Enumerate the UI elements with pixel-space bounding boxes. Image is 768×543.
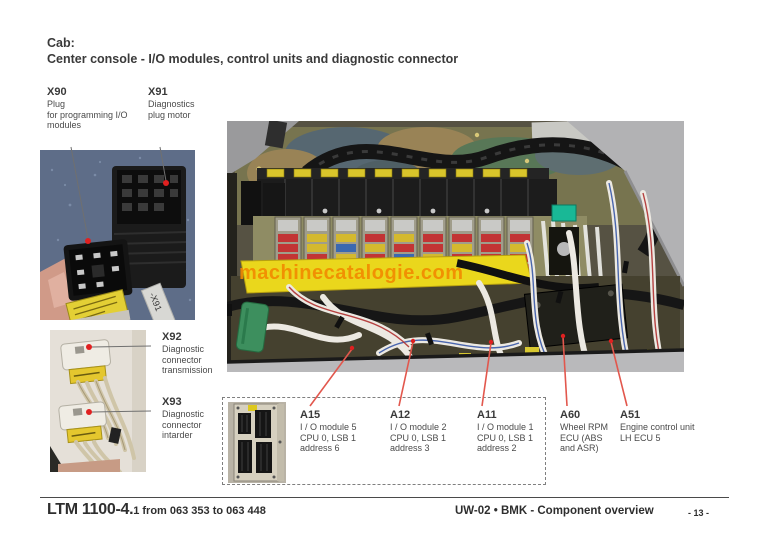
label-x91-id: X91 [148,86,168,98]
callout-a15-id: A15 [300,409,321,421]
callout-a12-line: I / O module 2 [390,422,447,432]
teal-button [552,205,576,221]
label-x90-line: modules [47,120,82,130]
footer-model: LTM 1100-4. [47,501,134,518]
footer-model-block [47,501,266,519]
callout-a60-id: A60 [560,409,581,421]
io-module-photo [228,402,286,483]
center-console-photo [227,121,684,372]
page-title: Cab: [47,36,75,50]
callout-a60 [560,409,608,454]
label-x93-line: Diagnostic [162,409,205,419]
callout-a11-line: I / O module 1 [477,422,534,432]
callout-a11 [477,409,534,454]
label-x92-line: transmission [162,365,213,375]
label-x92-line: connector [162,354,202,365]
callout-a12-line: address 3 [390,443,430,453]
label-x93-line: connector [162,419,202,430]
callout-a51-line: Engine control unit [620,422,695,432]
io-module-row [257,179,557,217]
label-x92 [162,331,213,376]
x91-cable-label: -X91 [147,291,164,313]
callout-a60-line: Wheel RPM [560,422,609,432]
x90-x91-connectors-photo [40,150,195,320]
label-x90 [47,86,128,131]
callout-a15-line: address 6 [300,443,340,453]
label-x93-id: X93 [162,396,182,408]
label-x93 [162,396,204,441]
callout-a15-line: I / O module 5 [300,422,357,432]
callout-a12-id: A12 [390,409,411,421]
label-x90-id: X90 [47,86,67,98]
label-x90-line: for programming I/O [47,109,128,120]
footer-section: UW-02 • BMK - Component overview [455,505,654,517]
callout-a11-id: A11 [477,409,497,421]
callout-a51-line: LH ECU 5 [620,432,661,443]
callout-a60-line: ECU (ABS [560,432,603,443]
callout-a11-line: CPU 0, LSB 1 [477,432,534,443]
footer-rule [40,497,729,498]
page-subtitle: Center console - I/O modules, control units and diagnostic connector [47,52,459,66]
label-x92-line: Diagnostic [162,344,205,354]
footer-serial-range: 1 from 063 353 to 063 448 [133,505,266,517]
callout-a60-line: and ASR) [560,443,599,453]
x92-x93-connectors-photo [50,330,146,472]
label-x93-line: intarder [162,430,193,440]
callout-a51-id: A51 [620,409,641,421]
callout-a12 [390,409,447,454]
label-x90-line: Plug [47,99,66,109]
callout-a12-line: CPU 0, LSB 1 [390,432,447,443]
callout-a11-line: address 2 [477,443,517,453]
callout-a15 [300,409,357,454]
label-x91-line: plug motor [148,109,191,120]
label-x91-line: Diagnostics [148,99,195,109]
label-x91 [148,86,195,120]
callout-a15-line: CPU 0, LSB 1 [300,432,357,443]
label-x92-id: X92 [162,331,182,343]
watermark-text: machinecatalogie.com [239,262,464,284]
footer-page-number: - 13 - [688,508,710,518]
callout-a51 [620,409,695,443]
